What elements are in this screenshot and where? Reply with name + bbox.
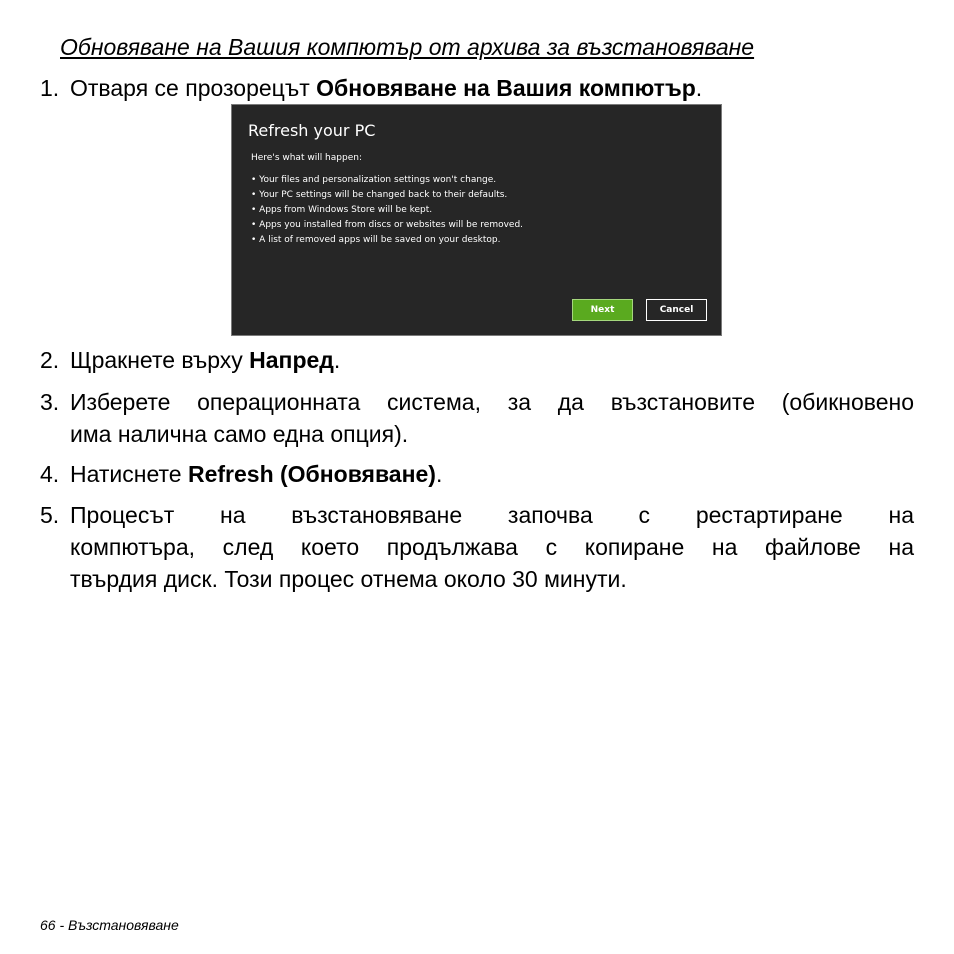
step-number: 2. bbox=[40, 347, 60, 373]
next-button[interactable]: Next bbox=[572, 299, 633, 321]
step-text-bold: Напред bbox=[249, 347, 334, 373]
section-heading: Обновяване на Вашия компютър от архива за възстановяване bbox=[60, 34, 755, 60]
dialog-list bbox=[251, 173, 523, 248]
step-number: 5. bbox=[40, 502, 60, 528]
step-text bbox=[70, 72, 914, 104]
step-number: 1. bbox=[40, 75, 60, 101]
list-item: • A list of removed apps will be saved on your desktop. bbox=[251, 233, 523, 248]
list-item: • Apps you installed from discs or websites will be removed. bbox=[251, 218, 523, 233]
step-text-line: Изберете операционната система, за да възстановите (обикновено bbox=[70, 389, 914, 415]
step-1 bbox=[40, 72, 914, 104]
step-text-line: компютъра, след което продължава с копиране на файлове на bbox=[70, 534, 914, 560]
step-text-end: . bbox=[333, 347, 341, 373]
refresh-pc-dialog bbox=[231, 104, 722, 336]
step-text bbox=[70, 458, 914, 490]
step-3 bbox=[40, 386, 914, 450]
dialog-intro: Here's what will happen: bbox=[251, 153, 362, 163]
dialog-title: Refresh your PC bbox=[248, 121, 376, 140]
step-text-end: . bbox=[435, 461, 443, 487]
step-number: 4. bbox=[40, 461, 60, 487]
step-text-bold: Refresh (Обновяване) bbox=[187, 461, 436, 487]
step-5 bbox=[40, 499, 914, 595]
step-text-line: има налична само една опция). bbox=[70, 421, 409, 447]
list-item: • Your files and personalization settings won't change. bbox=[251, 173, 523, 188]
page-footer: 66 - Възстановяване bbox=[40, 917, 179, 933]
step-text-plain: Натиснете bbox=[70, 461, 188, 487]
step-2 bbox=[40, 344, 914, 376]
step-4 bbox=[40, 458, 914, 490]
step-number: 3. bbox=[40, 389, 60, 415]
list-item: • Apps from Windows Store will be kept. bbox=[251, 203, 523, 218]
list-item: • Your PC settings will be changed back to their defaults. bbox=[251, 188, 523, 203]
step-text-line: твърдия диск. Този процес отнема около 30 минути. bbox=[70, 566, 627, 592]
step-text-plain: Щракнете върху bbox=[70, 347, 250, 373]
step-text-plain: Отваря се прозорецът bbox=[70, 75, 317, 101]
step-text-line: Процесът на възстановяване започва с рестартиране на bbox=[70, 502, 914, 528]
cancel-button[interactable]: Cancel bbox=[646, 299, 707, 321]
step-text bbox=[70, 344, 914, 376]
step-text-bold: Обновяване на Вашия компютър bbox=[316, 75, 696, 101]
step-text-end: . bbox=[695, 75, 703, 101]
